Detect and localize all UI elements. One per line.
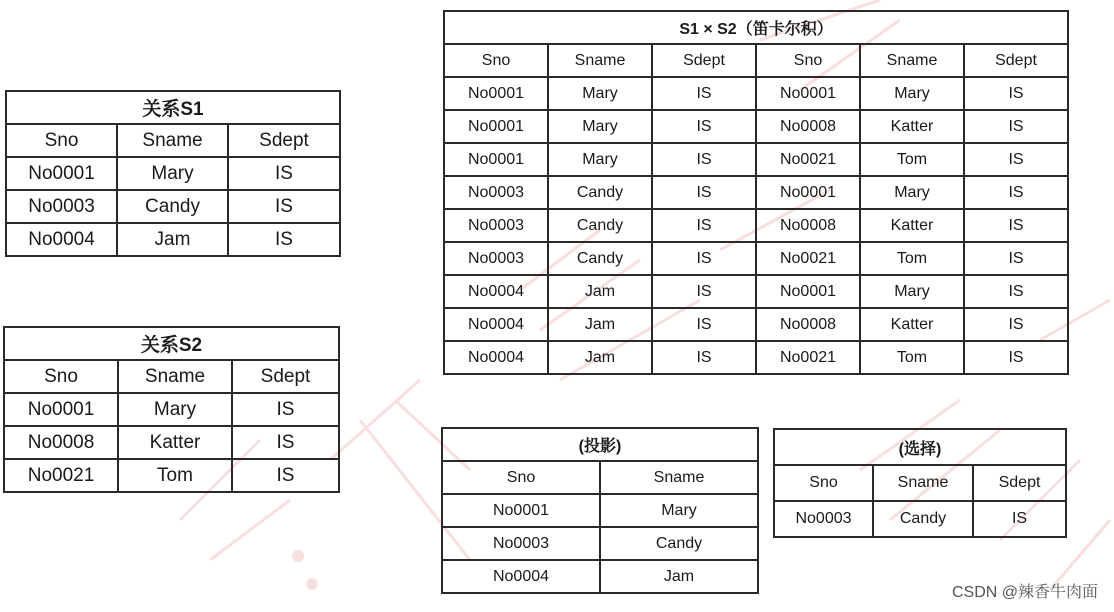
table-cell: Mary <box>548 110 652 143</box>
table-cell: IS <box>964 308 1068 341</box>
table-cell: No0001 <box>444 110 548 143</box>
table-cell: IS <box>228 157 340 190</box>
table-cell: No0001 <box>4 393 118 426</box>
cartesian-caption: S1 × S2（笛卡尔积） <box>444 11 1068 44</box>
table-cell: No0004 <box>444 275 548 308</box>
column-header: Sdept <box>964 44 1068 77</box>
relation-s2-caption: 关系S2 <box>4 327 339 360</box>
table-cell: No0003 <box>6 190 117 223</box>
table-cell: IS <box>228 190 340 223</box>
table-cell: Jam <box>548 341 652 374</box>
table-cell: No0003 <box>444 209 548 242</box>
table-cell: Mary <box>548 143 652 176</box>
table-cell: Tom <box>118 459 232 492</box>
table-cell: No0004 <box>442 560 600 593</box>
table-cell: Mary <box>860 77 964 110</box>
column-header: Sdept <box>652 44 756 77</box>
table-row <box>444 242 1068 275</box>
table-cell: No0021 <box>756 242 860 275</box>
column-header: Sno <box>442 461 600 494</box>
table-cell: No0021 <box>756 143 860 176</box>
column-header: Sname <box>548 44 652 77</box>
table-cell: Candy <box>548 176 652 209</box>
table-cell: IS <box>652 176 756 209</box>
table-cell: No0001 <box>442 494 600 527</box>
table-cell: IS <box>652 341 756 374</box>
table-row <box>4 426 339 459</box>
table-cell: Katter <box>860 209 964 242</box>
table-cell: Tom <box>860 143 964 176</box>
relation-s2-table <box>3 326 340 493</box>
table-cell: Jam <box>117 223 228 256</box>
table-cell: IS <box>652 209 756 242</box>
relation-s1-table <box>5 90 341 257</box>
table-cell: Tom <box>860 341 964 374</box>
table-cell: IS <box>964 242 1068 275</box>
table-row <box>444 341 1068 374</box>
table-cell: No0003 <box>442 527 600 560</box>
table-row <box>6 190 340 223</box>
table-cell: Candy <box>548 242 652 275</box>
table-cell: IS <box>964 209 1068 242</box>
table-cell: No0001 <box>444 143 548 176</box>
table-row <box>444 275 1068 308</box>
table-row <box>442 560 758 593</box>
table-cell: No0001 <box>6 157 117 190</box>
table-cell: No0003 <box>774 501 873 537</box>
table-cell: IS <box>652 110 756 143</box>
table-cell: Jam <box>600 560 758 593</box>
column-header: Sno <box>756 44 860 77</box>
table-cell: IS <box>232 393 339 426</box>
table-cell: No0008 <box>4 426 118 459</box>
column-header: Sname <box>873 465 973 501</box>
column-header: Sdept <box>232 360 339 393</box>
column-header: Sname <box>117 124 228 157</box>
table-cell: Mary <box>860 176 964 209</box>
table-cell: IS <box>232 426 339 459</box>
table-cell: No0021 <box>4 459 118 492</box>
column-header: Sdept <box>228 124 340 157</box>
column-header: Sname <box>118 360 232 393</box>
table-row <box>444 77 1068 110</box>
relation-s1-caption: 关系S1 <box>6 91 340 124</box>
selection-table <box>773 428 1067 538</box>
selection-caption: (选择) <box>774 429 1066 465</box>
table-cell: Tom <box>860 242 964 275</box>
column-header: Sno <box>444 44 548 77</box>
column-header: Sdept <box>973 465 1066 501</box>
column-header: Sno <box>6 124 117 157</box>
table-cell: Candy <box>548 209 652 242</box>
table-cell: No0004 <box>6 223 117 256</box>
table-cell: No0001 <box>756 275 860 308</box>
table-cell: IS <box>964 341 1068 374</box>
table-cell: Katter <box>118 426 232 459</box>
column-header: Sno <box>774 465 873 501</box>
table-cell: No0008 <box>756 110 860 143</box>
table-cell: IS <box>964 176 1068 209</box>
column-header: Sno <box>4 360 118 393</box>
table-cell: No0004 <box>444 341 548 374</box>
table-row <box>444 143 1068 176</box>
column-header: Sname <box>600 461 758 494</box>
table-row <box>444 110 1068 143</box>
table-cell: IS <box>964 143 1068 176</box>
table-cell: IS <box>652 275 756 308</box>
table-cell: Mary <box>600 494 758 527</box>
table-cell: Jam <box>548 308 652 341</box>
table-cell: Candy <box>600 527 758 560</box>
table-cell: IS <box>652 143 756 176</box>
table-cell: Candy <box>873 501 973 537</box>
table-cell: No0008 <box>756 308 860 341</box>
table-cell: No0001 <box>444 77 548 110</box>
table-cell: IS <box>232 459 339 492</box>
table-cell: No0003 <box>444 242 548 275</box>
table-cell: No0008 <box>756 209 860 242</box>
table-row <box>4 393 339 426</box>
table-cell: IS <box>973 501 1066 537</box>
table-cell: No0003 <box>444 176 548 209</box>
table-cell: No0004 <box>444 308 548 341</box>
table-cell: No0001 <box>756 176 860 209</box>
table-row <box>774 501 1066 537</box>
table-cell: IS <box>652 77 756 110</box>
table-cell: Katter <box>860 308 964 341</box>
table-row <box>6 223 340 256</box>
table-cell: Mary <box>548 77 652 110</box>
table-cell: Mary <box>118 393 232 426</box>
cartesian-product-table <box>443 10 1069 375</box>
table-cell: IS <box>652 308 756 341</box>
projection-caption: (投影) <box>442 428 758 461</box>
projection-table <box>441 427 759 594</box>
table-cell: Mary <box>860 275 964 308</box>
table-cell: IS <box>652 242 756 275</box>
table-cell: Mary <box>117 157 228 190</box>
table-row <box>444 209 1068 242</box>
table-cell: IS <box>964 110 1068 143</box>
table-cell: IS <box>964 275 1068 308</box>
table-cell: Katter <box>860 110 964 143</box>
table-cell: Candy <box>117 190 228 223</box>
footer-credit: CSDN @辣香牛肉面 <box>951 584 1098 601</box>
table-row <box>444 308 1068 341</box>
table-row <box>4 459 339 492</box>
table-row <box>442 527 758 560</box>
table-row <box>444 176 1068 209</box>
table-row <box>442 494 758 527</box>
table-cell: Jam <box>548 275 652 308</box>
table-cell: No0021 <box>756 341 860 374</box>
table-cell: IS <box>964 77 1068 110</box>
column-header: Sname <box>860 44 964 77</box>
table-cell: IS <box>228 223 340 256</box>
table-row <box>6 157 340 190</box>
table-cell: No0001 <box>756 77 860 110</box>
